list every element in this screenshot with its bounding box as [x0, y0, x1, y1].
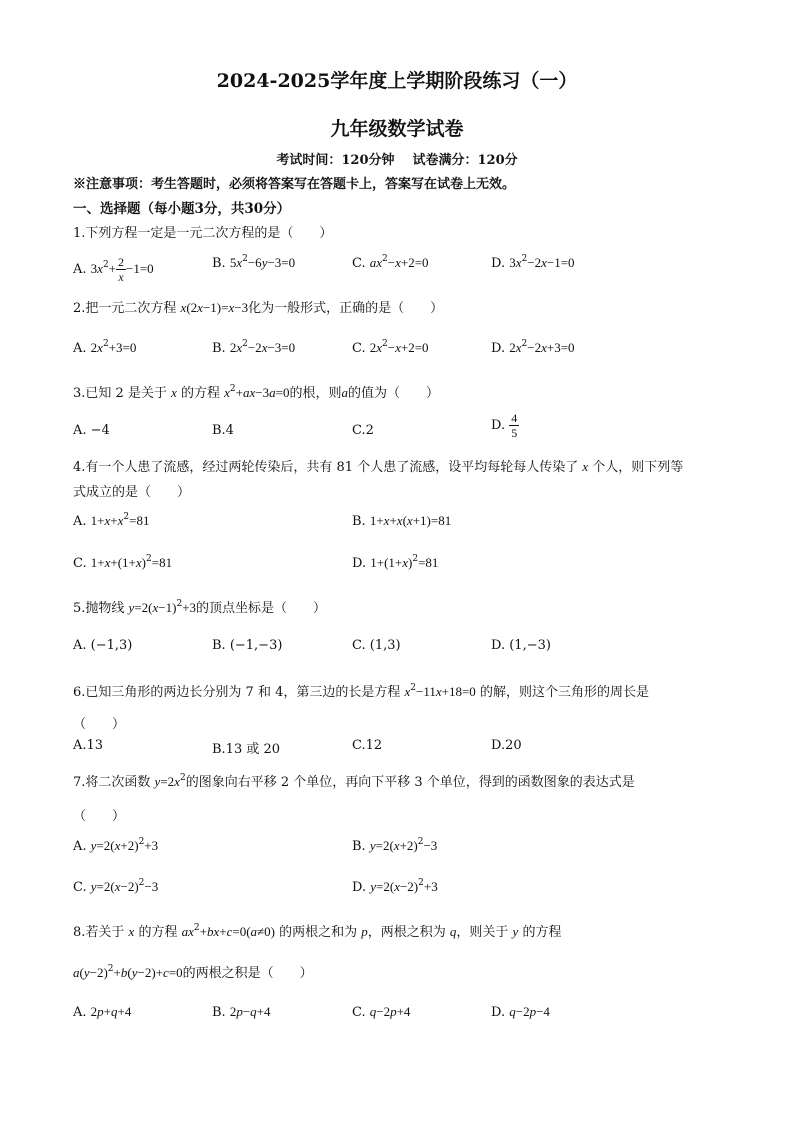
- question-4-stem-line1: 4.有一个人患了流感，经过两轮传染后，共有 81 个人患了流感，设平均每轮每人传染了 x 个人，则下列等: [73, 459, 684, 475]
- question-3-stem: 3.已知 2 是关于 x 的方程 $x^2+ax-3a=0$的根，则a的值为（ ）: [73, 384, 439, 401]
- question-2-stem: 2.把一元二次方程 x(2x−1)=x−3化为一般形式，正确的是（ ）: [73, 300, 444, 316]
- question-6-option-c: C.12: [352, 738, 383, 753]
- question-6-option-a: A.13: [73, 738, 104, 753]
- question-5-option-b: B. (−1,−3): [212, 638, 283, 653]
- notice: ※注意事项：考生答题时，必须将答案写在答题卡上，答案写在试卷上无效。: [73, 177, 516, 192]
- question-3-option-d: D. $\frac{4}{5}$: [491, 411, 518, 440]
- question-6-stem-line1: 6.已知三角形的两边长分别为 7 和 4，第三边的长是方程 $x^2-11x+18=0$ 的解，则这个三角形的周长是: [73, 683, 649, 700]
- question-1-option-b: B. $5x^2-6y-3=0$: [212, 254, 296, 271]
- exam-title: 2024-2025学年度上学期阶段练习（一）: [216, 70, 578, 92]
- question-8-option-d: D. q−2p−4: [491, 1004, 550, 1020]
- question-8-stem-line2: $a(y-2)^2+b(y-2)+c=0$的两根之积是（ ）: [73, 964, 313, 981]
- question-4-option-b: B. 1+x+x(x+1)=81: [352, 513, 452, 529]
- question-4-option-d: D. $1+(1+x)^2=81$: [352, 554, 439, 571]
- exam-subtitle: 九年级数学试卷: [330, 118, 464, 140]
- question-8-option-a: A. 2p+q+4: [73, 1004, 132, 1020]
- question-5-stem: 5.抛物线 $y=2(x-1)^2+3$的顶点坐标是（ ）: [73, 599, 327, 616]
- question-4-stem-line2: 式成立的是（ ）: [73, 485, 191, 500]
- full-score: 试卷满分：120分: [412, 153, 518, 168]
- question-7-option-a: A. $y=2(x+2)^2+3$: [73, 837, 159, 854]
- question-1-option-a: A. $3x^2+$ $\frac{2}{x}$ −1=0: [73, 255, 154, 284]
- question-6-option-b: B.13 或 20: [212, 742, 281, 757]
- question-3-option-a: A. −4: [73, 423, 110, 438]
- question-3-option-c: C.2: [352, 423, 374, 438]
- question-8-option-c: C. q−2p+4: [352, 1004, 411, 1020]
- exam-info: [0, 149, 794, 168]
- question-2-option-b: B. $2x^2-2x-3=0$: [212, 339, 296, 356]
- question-1-stem: 1.下列方程一定是一元二次方程的是（ ）: [73, 226, 333, 241]
- question-4-option-c: C. $1+x+(1+x)^2=81$: [73, 554, 173, 571]
- question-7-option-c: C. $y=2(x-2)^2-3$: [73, 878, 159, 895]
- question-2-option-d: D. $2x^2-2x+3=0$: [491, 339, 575, 356]
- question-6-stem-line2: （ ）: [73, 717, 126, 732]
- question-5-option-a: A. (−1,3): [73, 638, 133, 653]
- question-1-option-d: D. $3x^2-2x-1=0$: [491, 254, 575, 271]
- section-title: 一、选择题（每小题3分，共30分）: [73, 201, 291, 217]
- question-7-stem-line2: （ ）: [73, 809, 126, 824]
- question-8-stem-line1: 8.若关于 x 的方程 $ax^2+bx+c=0(a\ne 0)$ 的两根之和为 p，两根之积为 q，则关于 y 的方程: [73, 923, 562, 940]
- question-2-option-a: A. $2x^2+3=0$: [73, 339, 137, 356]
- question-3-option-b: B.4: [212, 423, 234, 438]
- question-2-option-c: C. $2x^2-x+2=0$: [352, 339, 429, 356]
- question-7-option-d: D. $y=2(x-2)^2+3$: [352, 878, 438, 895]
- question-7-stem-line1: 7.将二次函数 $y=2x^2$的图象向右平移 2 个单位，再向下平移 3 个单位，得到的函数图象的表达式是: [73, 773, 635, 790]
- exam-time: 考试时间：120分钟: [276, 153, 395, 168]
- question-7-option-b: B. $y=2(x+2)^2-3$: [352, 837, 438, 854]
- question-8-option-b: B. 2p−q+4: [212, 1004, 271, 1020]
- question-6-option-d: D.20: [491, 738, 522, 753]
- question-4-option-a: A. $1+x+x^2=81$: [73, 512, 150, 529]
- question-5-option-c: C. (1,3): [352, 638, 401, 653]
- question-5-option-d: D. (1,−3): [491, 638, 551, 653]
- question-1-option-c: C. $ax^2-x+2=0$: [352, 254, 429, 271]
